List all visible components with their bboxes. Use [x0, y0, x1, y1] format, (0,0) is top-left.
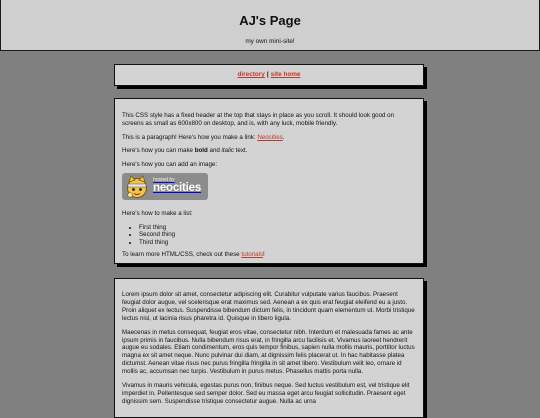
- text: and: [207, 147, 222, 154]
- text: To learn more HTML/CSS, check out these: [122, 250, 242, 258]
- page-title: AJ's Page: [239, 13, 301, 28]
- lorem-panel: [114, 278, 424, 418]
- neocities-badge[interactable]: [122, 173, 208, 200]
- lorem-paragraph-3: Vivamus in mauris vehicula, egestas purus non, finibus neque. Sed luctus vestibulum est, vel tristique elit imperdiet in. Pellentesque sed semper dolor. Sed eu massa eget arcu feugiat sollicitudin. Praesent eget dignissim sem. Suspendisse tristique consectetur augue. Nulla ac urna: [122, 382, 410, 405]
- nav-separator: |: [266, 71, 269, 78]
- italic-text: italic: [221, 147, 234, 154]
- list-item: • Second thing: [139, 231, 416, 239]
- badge-line-2: neocities: [153, 182, 202, 195]
- badge-text: [153, 178, 201, 195]
- example-list: [122, 224, 416, 247]
- site-header: [0, 0, 540, 51]
- neocities-link[interactable]: Neocities: [257, 133, 283, 141]
- page-subtitle: my own mini-site!: [245, 38, 295, 45]
- text: text.: [233, 147, 248, 154]
- intro-paragraph-1: This CSS style has a fixed header at the top that stays in place as you scroll. It should look good on screens as small as 600x800 on desktop, and is, with any luck, mobile friendly.: [122, 112, 395, 127]
- intro-paragraph-2: [122, 134, 416, 142]
- list-item: • Third thing: [139, 239, 416, 247]
- lorem-paragraph-2: Maecenas in metus consequat, feugiat eros vitae, consectetur nibh. Interdum et malesuada fames ac ante ipsum primis in faucibus. Nulla bibendum risus erat, in fringilla arcu facilisis et. Vivamus laoreet hendrerit augue eu sodales. Etiam condimentum, eros quis tempor finibus, sapien nulla mollis mauris, porttitor luctus magna ex sit amet neque. Nunc pulvinar dui diam, at dignissim felis placerat ut. In hac habitasse platea dictumst. Aenean vitae risus nec purus fringilla fringilla in sit amet libero. Vestibulum velit leo, ornare id mollis ac, accumsan nec turpis. Vestibulum in purus metus. Phasellus mattis porta nulla.: [122, 328, 415, 376]
- intro-paragraph-6: [122, 251, 416, 259]
- text: .: [282, 133, 285, 141]
- text: This is a paragraph! Here's how you make a link:: [122, 133, 258, 141]
- intro-paragraph-3: [122, 147, 416, 155]
- nav-link-directory[interactable]: directory: [237, 71, 265, 78]
- nav-panel: [114, 64, 424, 86]
- list-item: • First thing: [139, 224, 416, 232]
- intro-paragraph-5: Here's how to make a list:: [122, 210, 193, 217]
- text: !: [263, 250, 265, 258]
- bold-text: bold: [194, 147, 208, 154]
- intro-panel: [114, 98, 424, 264]
- tutorials-link[interactable]: tutorials: [241, 250, 264, 258]
- lorem-paragraph-1: Lorem ipsum dolor sit amet, consectetur adipiscing elit. Curabitur vulputate varius faucibus. Praesent feugiat dolor augue, vel scelerisque erat maximus sed. Aenean a ex quis erat feugiat eleifend eu a justo. Proin aliquet ex lectus. Suspendisse bibendum dictum felis, in tincidunt quam elementum ut. Morbi tristique lectus nisl, ut lacinia risus pharetra id. Quisque in libero ligula.: [122, 291, 415, 322]
- nav-link-site-home[interactable]: site home: [270, 71, 301, 78]
- badge-line-1: hosted by: [153, 177, 175, 184]
- intro-paragraph-4: Here's how you can add an image:: [122, 160, 218, 168]
- text: Here's how you can make: [122, 147, 195, 154]
- neocities-cat-icon: [124, 175, 150, 199]
